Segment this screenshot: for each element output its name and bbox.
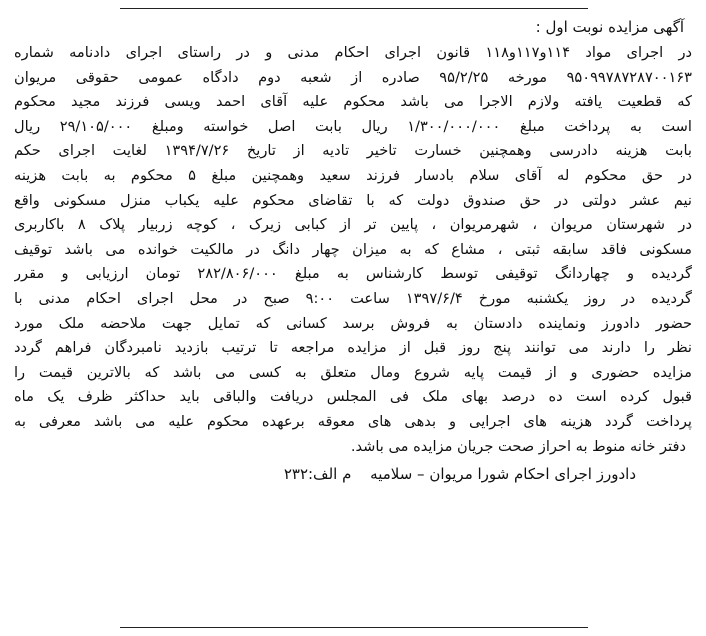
body-line: نیم عشر دولتی در حق صندوق دولت که با تقاضای محکوم علیه یکباب منزل مسکونی واقع: [14, 191, 692, 209]
signature: دادورز اجرای احکام شورا مریوان – سلامیه: [370, 465, 636, 484]
body-line: مزایده حضوری و از قیمت پایه شروع ومال متعلق به کسی می باشد که بالاترین قیمت را: [14, 363, 692, 381]
auction-notice: [14, 14, 692, 488]
body-line: است به پرداخت مبلغ ۱/۳۰۰/۰۰۰/۰۰۰ ریال بابت اصل خواسته ومبلغ ۲۹/۱۰۵/۰۰۰ ریال: [14, 117, 692, 135]
body-line: در حق محکوم له آقای سلام بادسار فرزند سعید وهمچنین مبلغ ۵ محکوم به بابت هزینه: [14, 166, 692, 184]
body-line: بابت هزینه دادرسی وهمچنین خسارت تاخیر تادیه از تاریخ ۱۳۹۴/۷/۲۶ لغایت اجرای حکم: [14, 142, 692, 160]
bottom-rule: [120, 627, 588, 628]
notice-title: آگهی مزایده نوبت اول :: [535, 18, 684, 36]
body-line: گردیده در روز یکشنبه مورخ ۱۳۹۷/۶/۴ ساعت ۹:۰۰ صبح در محل اجرای احکام مدنی با: [14, 289, 692, 307]
body-line: نظر را دارند می توانند پنج روز قبل از مزایده مراجعه تا ترتیب بازدید نامبردگان فراهم گردد: [14, 339, 692, 357]
signature-line: [14, 461, 692, 488]
top-rule: [120, 8, 588, 9]
body-line: که قطعیت یافته ولازم الاجرا می باشد محکوم علیه آقای احمد ویسی فرزند مجید محکوم: [14, 93, 692, 111]
body-line: قبول کرده است ده درصد بهای ملک فی المجلس دریافت والباقی باید حداکثر ظرف یک ماه: [14, 388, 692, 406]
body-line: مسکونی فاقد سابقه ثبتی ، مشاع که به میزان چهار دانگ در مالکیت خوانده می باشد توقیف: [14, 240, 692, 258]
body-line: حضور دادورز ونماینده دادستان به فروش برسد کسانی که تمایل جهت ملاحضه ملک مورد: [14, 314, 692, 332]
body-line: ۹۵۰۹۹۷۸۷۲۸۷۰۰۱۶۳ مورخه ۹۵/۲/۲۵ صادره از شعبه دوم دادگاه عمومی حقوقی مریوان: [14, 68, 692, 86]
reference-number: م الف:۲۳۲: [283, 465, 352, 484]
body-line: در اجرای مواد ۱۱۴و۱۱۷و۱۱۸ قانون اجرای احکام مدنی و در راستای اجرای دادنامه شماره: [14, 44, 692, 61]
body-line: پرداخت گردد هزینه های اجرایی و بدهی های معوقه برعهده محکوم علیه می باشد معرفی به: [14, 412, 692, 430]
body-line: گردیده و چهاردانگ توقیفی توسط کارشناس به مبلغ ۲۸۲/۸۰۶/۰۰۰ تومان ارزیابی و مقرر: [14, 265, 692, 283]
body-line: در شهرستان مریوان ، شهرمریوان ، پایین تر از کبابی زیرک ، کوچه زربیار پلاک ۸ باکاربری: [14, 216, 692, 234]
body-line: دفتر خانه منوط به احراز صحت جریان مزایده می باشد.: [350, 437, 686, 455]
